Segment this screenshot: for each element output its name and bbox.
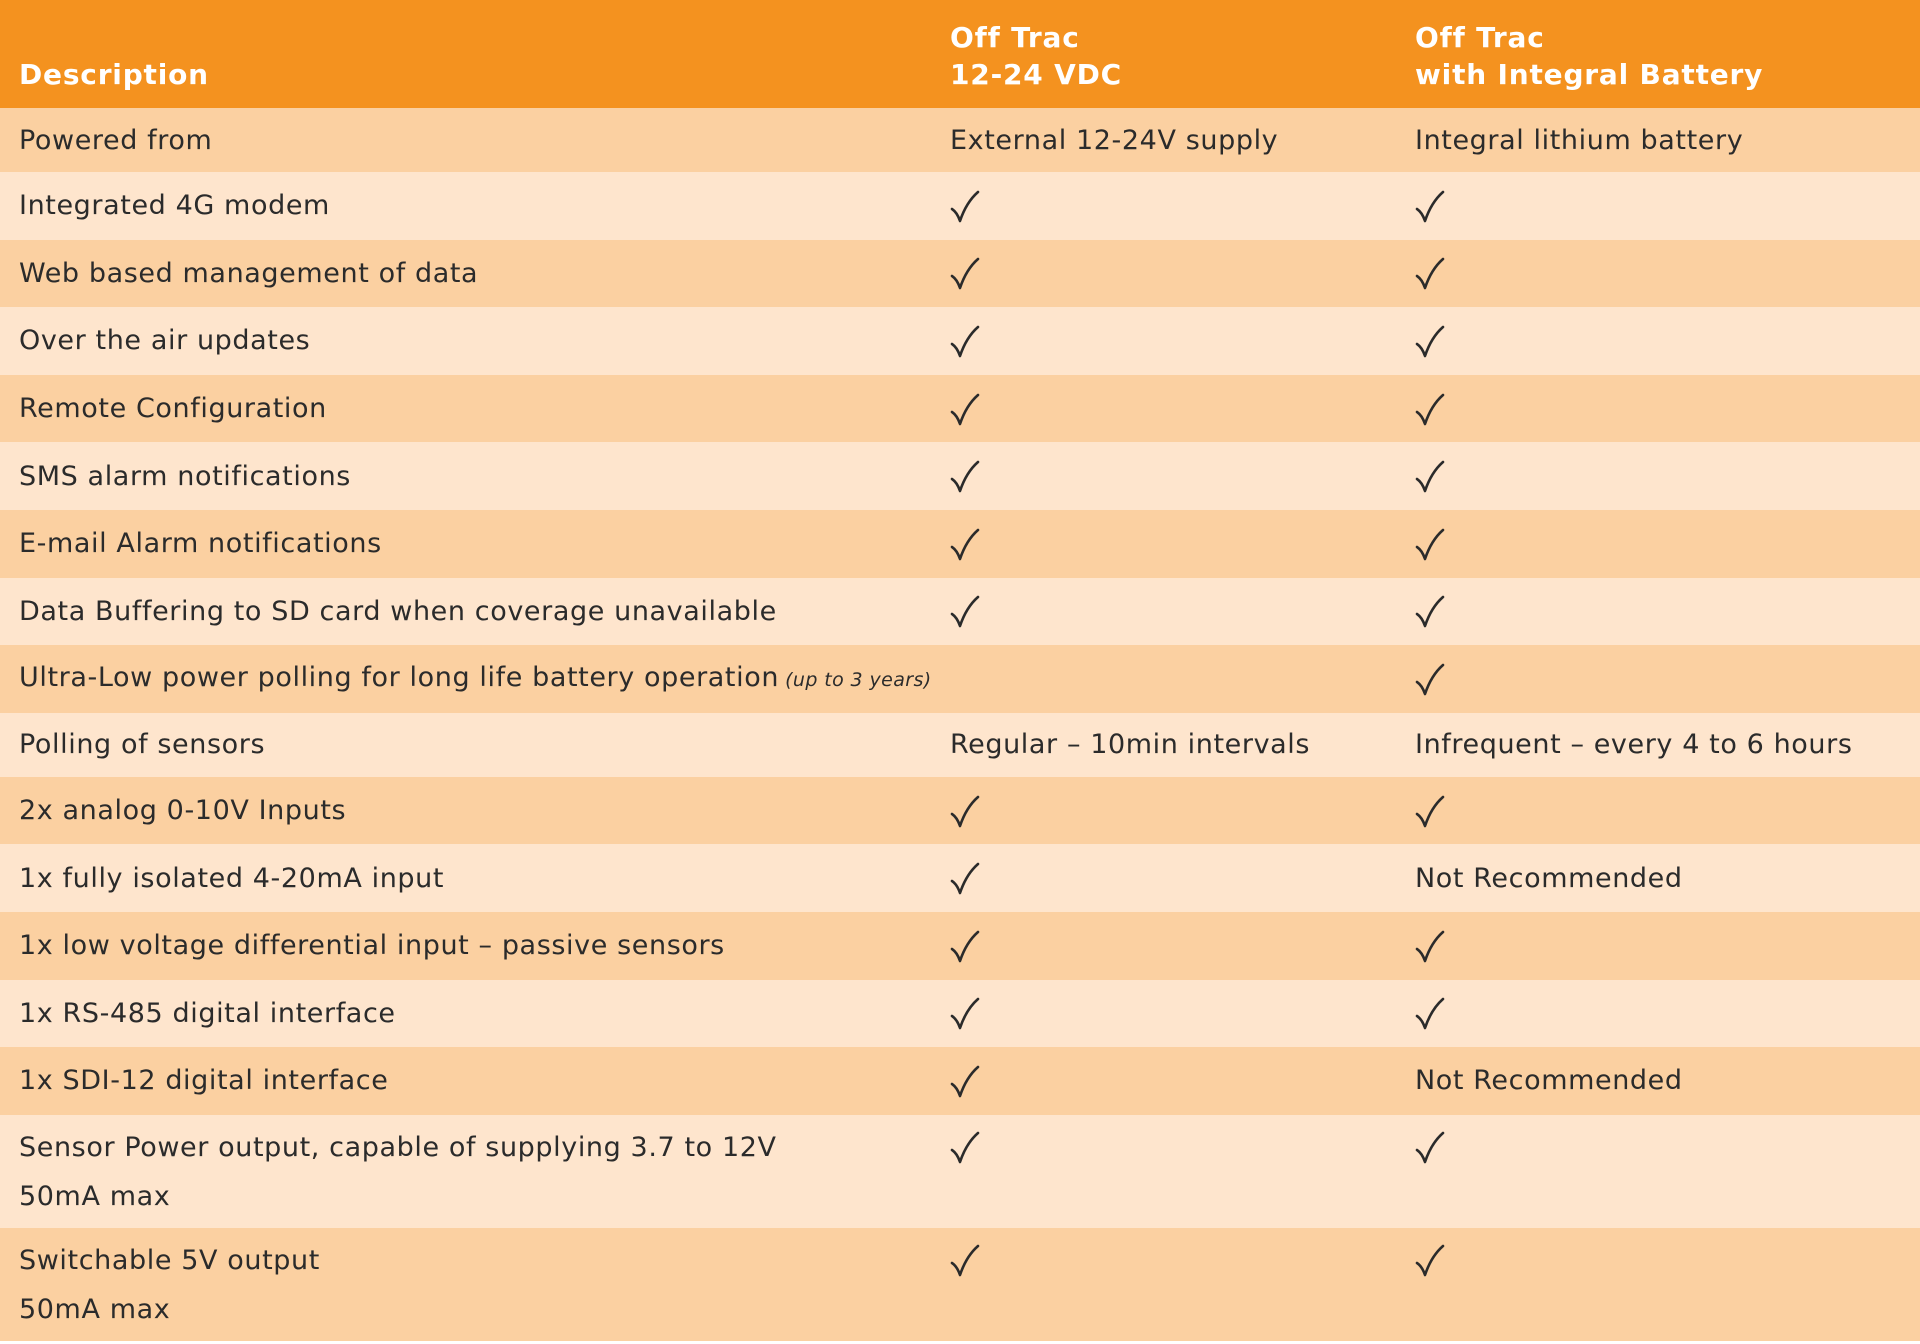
table-row — [0, 777, 1920, 845]
header-col1-line1: Off Trac — [950, 21, 1080, 54]
check-icon — [950, 325, 980, 359]
check-icon — [950, 997, 980, 1031]
table-row — [0, 172, 1920, 240]
check-icon — [950, 460, 980, 494]
check-icon — [1415, 997, 1445, 1031]
check-icon — [1415, 190, 1445, 224]
row-description: Polling of sensors — [19, 729, 266, 761]
row-description: SMS alarm notifications — [19, 460, 351, 492]
row-description: Data Buffering to SD card when coverage unavailable — [19, 595, 777, 627]
check-icon — [1415, 795, 1445, 829]
row-col1-value — [950, 989, 1415, 1038]
row-col2-value — [1415, 316, 1920, 365]
table-row — [0, 1115, 1920, 1228]
check-icon — [1415, 257, 1445, 291]
row-description-line1: Switchable 5V output — [19, 1244, 320, 1276]
row-col1-value — [950, 249, 1415, 298]
row-col1-value — [950, 1056, 1415, 1105]
row-description: Web based management of data — [19, 257, 479, 289]
table-row — [0, 645, 1920, 713]
table-row — [0, 108, 1920, 172]
header-col2-line1: Off Trac — [1415, 21, 1545, 54]
header-description: Description — [19, 58, 209, 91]
table-row — [0, 510, 1920, 578]
row-col1-value — [950, 181, 1415, 230]
row-col2-value: Integral lithium battery — [1415, 124, 1744, 156]
row-description: Powered from — [19, 124, 213, 156]
check-icon — [1415, 528, 1445, 562]
check-icon — [950, 190, 980, 224]
table-row — [0, 442, 1920, 510]
table-row — [0, 844, 1920, 912]
table-row — [0, 1228, 1920, 1341]
row-description: Over the air updates — [19, 325, 311, 357]
check-icon — [950, 930, 980, 964]
row-col1-value — [950, 1236, 1415, 1285]
row-col2-value — [1415, 587, 1920, 636]
row-col2-value — [1415, 384, 1920, 433]
header-off-trac-12-24vdc — [950, 19, 1415, 93]
table-row — [0, 375, 1920, 443]
row-description: Integrated 4G modem — [19, 190, 330, 222]
row-col2-value — [1415, 1123, 1920, 1172]
row-description: Remote Configuration — [19, 393, 327, 425]
row-col1-value — [950, 854, 1415, 903]
check-icon — [1415, 663, 1445, 697]
row-col2-value — [1415, 786, 1920, 835]
check-icon — [1415, 595, 1445, 629]
check-icon — [950, 862, 980, 896]
row-col1-value — [950, 921, 1415, 970]
row-description: 1x low voltage differential input – passive sensors — [19, 930, 725, 962]
row-description: 2x analog 0-10V Inputs — [19, 795, 347, 827]
table-row — [0, 713, 1920, 777]
row-col2-value: Not Recommended — [1415, 862, 1683, 894]
row-col1-value — [950, 587, 1415, 636]
row-col1-value: Regular – 10min intervals — [950, 729, 1311, 761]
check-icon — [950, 1065, 980, 1099]
row-col1-value — [950, 316, 1415, 365]
row-description: 1x fully isolated 4-20mA input — [19, 862, 445, 894]
row-description-line1: Sensor Power output, capable of supplying 3.7 to 12V — [19, 1131, 777, 1163]
check-icon — [950, 1244, 980, 1278]
row-description — [0, 1123, 950, 1221]
check-icon — [950, 795, 980, 829]
row-description — [0, 1236, 950, 1334]
row-description-line2: 50mA max — [19, 1180, 171, 1212]
row-col1-value — [950, 384, 1415, 433]
row-col1-value: External 12-24V supply — [950, 124, 1279, 156]
check-icon — [950, 257, 980, 291]
table-row — [0, 912, 1920, 980]
check-icon — [1415, 1131, 1445, 1165]
row-col2-value — [1415, 654, 1920, 703]
table-row — [0, 307, 1920, 375]
check-icon — [1415, 1244, 1445, 1278]
row-description-line2: 50mA max — [19, 1293, 171, 1325]
table-header — [0, 0, 1920, 108]
table-row — [0, 1047, 1920, 1115]
row-description-text: Ultra-Low power polling for long life battery operation — [19, 661, 780, 693]
row-col2-value: Not Recommended — [1415, 1065, 1683, 1097]
table-row — [0, 578, 1920, 646]
row-description: 1x SDI-12 digital interface — [19, 1065, 389, 1097]
check-icon — [950, 393, 980, 427]
row-col2-value — [1415, 181, 1920, 230]
row-col1-value — [950, 1123, 1415, 1172]
check-icon — [950, 528, 980, 562]
check-icon — [1415, 325, 1445, 359]
header-col1-line2: 12-24 VDC — [950, 58, 1122, 91]
row-description: 1x RS-485 digital interface — [19, 997, 396, 1029]
row-col1-value — [950, 786, 1415, 835]
row-description-note: (up to 3 years) — [785, 668, 932, 691]
check-icon — [1415, 930, 1445, 964]
check-icon — [950, 595, 980, 629]
row-col1-value — [950, 519, 1415, 568]
row-col2-value — [1415, 249, 1920, 298]
row-col2-value — [1415, 989, 1920, 1038]
table-row — [0, 980, 1920, 1048]
row-col2-value — [1415, 519, 1920, 568]
check-icon — [950, 1131, 980, 1165]
row-col2-value — [1415, 1236, 1920, 1285]
row-description: E-mail Alarm notifications — [19, 528, 382, 560]
row-col2-value — [1415, 921, 1920, 970]
header-off-trac-integral-battery — [1415, 19, 1920, 93]
header-col2-line2: with Integral Battery — [1415, 58, 1764, 91]
row-description — [0, 653, 950, 705]
table-row — [0, 240, 1920, 308]
check-icon — [1415, 393, 1445, 427]
row-col2-value: Infrequent – every 4 to 6 hours — [1415, 729, 1853, 761]
check-icon — [1415, 460, 1445, 494]
row-col2-value — [1415, 452, 1920, 501]
row-col1-value — [950, 452, 1415, 501]
